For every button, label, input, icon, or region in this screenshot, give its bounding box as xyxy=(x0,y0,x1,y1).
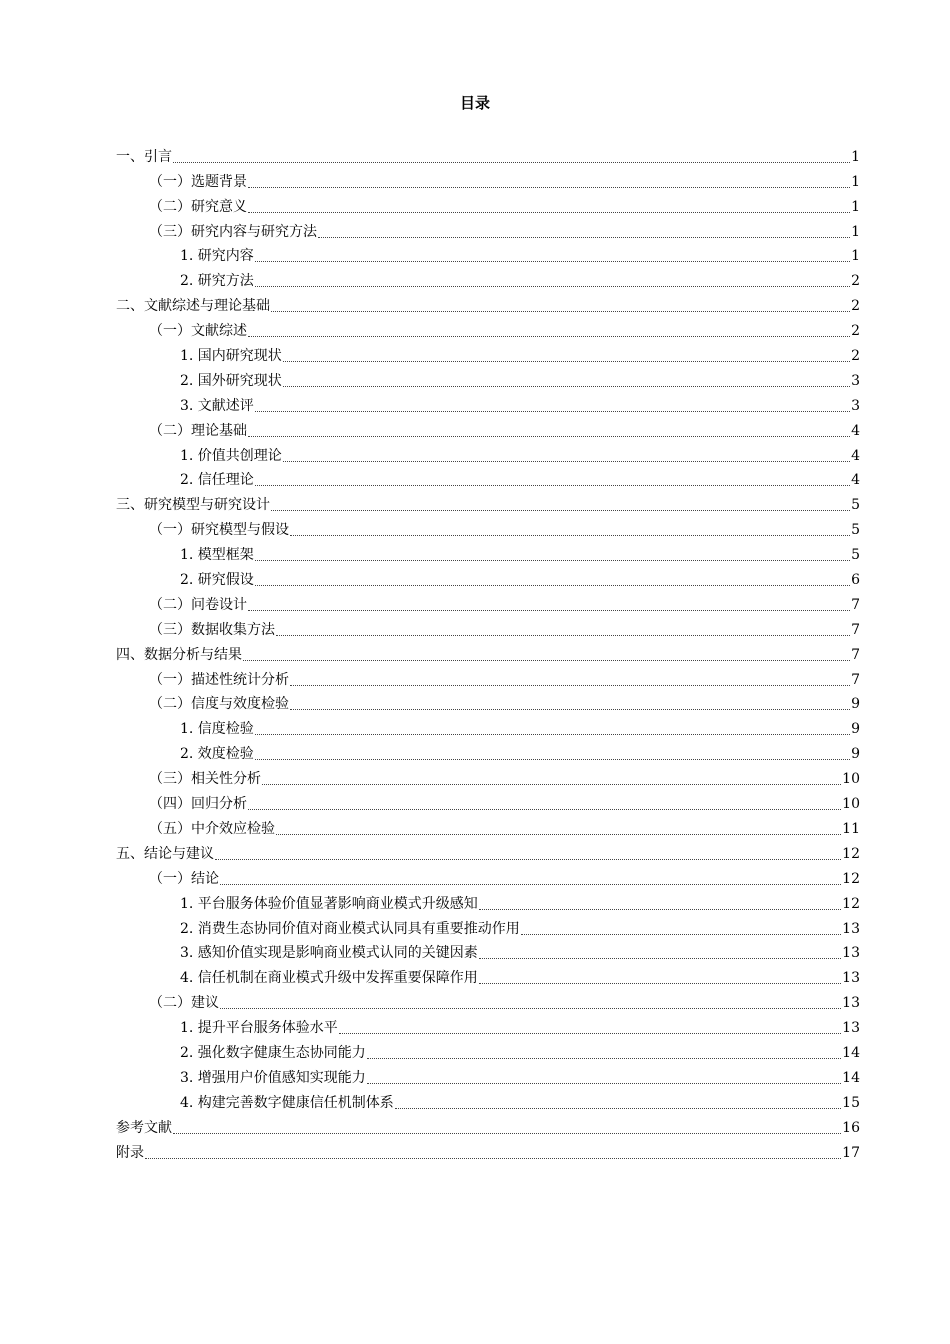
toc-entry-page-number: 15 xyxy=(842,1094,860,1111)
toc-entry-page-number: 5 xyxy=(851,497,860,514)
toc-entry-label: （三）数据收集方法 xyxy=(149,621,275,638)
toc-entry[interactable] xyxy=(116,391,860,416)
toc-entry-page-number: 1 xyxy=(851,248,860,265)
dot-leader xyxy=(220,878,841,885)
toc-entry[interactable] xyxy=(116,839,860,864)
toc-entry[interactable] xyxy=(116,316,860,341)
toc-entry[interactable] xyxy=(116,217,860,242)
toc-entry-page-number: 6 xyxy=(851,572,860,589)
dot-leader xyxy=(283,355,850,362)
toc-entry[interactable] xyxy=(116,889,860,914)
dot-leader xyxy=(283,380,850,387)
toc-entry[interactable] xyxy=(116,864,860,889)
dot-leader xyxy=(479,903,841,910)
toc-entry[interactable] xyxy=(116,1013,860,1038)
dot-leader xyxy=(248,803,841,810)
toc-entry[interactable] xyxy=(116,739,860,764)
toc-entry-page-number: 12 xyxy=(842,895,860,912)
page-title: 目录 xyxy=(459,94,490,112)
dot-leader xyxy=(276,828,841,835)
toc-entry-label: （三）相关性分析 xyxy=(149,771,261,788)
toc-entry-label: 1. 模型框架 xyxy=(180,547,254,564)
toc-entry-label: （一）结论 xyxy=(149,870,219,887)
toc-entry-page-number: 14 xyxy=(842,1069,860,1086)
dot-leader xyxy=(248,604,850,611)
toc-entry-page-number: 2 xyxy=(851,323,860,340)
toc-entry-page-number: 1 xyxy=(851,173,860,190)
toc-entry-page-number: 2 xyxy=(851,348,860,365)
toc-entry-page-number: 9 xyxy=(851,746,860,763)
toc-entry-label: （五）中介效应检验 xyxy=(149,820,275,837)
toc-entry-label: （一）选题背景 xyxy=(149,173,247,190)
toc-entry-label: 四、数据分析与结果 xyxy=(116,646,242,663)
toc-entry[interactable] xyxy=(116,914,860,939)
toc-entry-label: 4. 信任机制在商业模式升级中发挥重要保障作用 xyxy=(180,970,478,987)
dot-leader xyxy=(220,1002,841,1009)
dot-leader xyxy=(255,753,850,760)
toc-entry-label: （二）建议 xyxy=(149,995,219,1012)
dot-leader xyxy=(395,1102,841,1109)
dot-leader xyxy=(290,679,850,686)
toc-entry-label: 1. 价值共创理论 xyxy=(180,447,282,464)
dot-leader xyxy=(262,778,841,785)
toc-entry-label: （一）研究模型与假设 xyxy=(149,522,289,539)
toc-entry-page-number: 13 xyxy=(842,970,860,987)
toc-entry[interactable] xyxy=(116,764,860,789)
toc-entry[interactable] xyxy=(116,1113,860,1138)
dot-leader xyxy=(318,231,850,238)
dot-leader xyxy=(255,579,850,586)
toc-entry-page-number: 4 xyxy=(851,422,860,439)
toc-entry[interactable] xyxy=(116,291,860,316)
toc-entry[interactable] xyxy=(116,515,860,540)
toc-entry-page-number: 7 xyxy=(851,671,860,688)
dot-leader xyxy=(248,181,850,188)
toc-entry[interactable] xyxy=(116,242,860,267)
toc-entry[interactable] xyxy=(116,714,860,739)
toc-entry-page-number: 2 xyxy=(851,298,860,315)
dot-leader xyxy=(248,430,850,437)
toc-entry-page-number: 7 xyxy=(851,621,860,638)
toc-entry-page-number: 13 xyxy=(842,920,860,937)
toc-entry-page-number: 4 xyxy=(851,447,860,464)
toc-entry-label: 一、引言 xyxy=(116,148,172,165)
toc-entry-label: 1. 国内研究现状 xyxy=(180,348,282,365)
toc-entry-label: 1. 提升平台服务体验水平 xyxy=(180,1020,338,1037)
toc-entry-page-number: 9 xyxy=(851,721,860,738)
toc-entry-label: 五、结论与建议 xyxy=(116,845,214,862)
toc-entry-label: 2. 研究方法 xyxy=(180,273,254,290)
toc-entry-label: 参考文献 xyxy=(116,1119,172,1136)
toc-entry[interactable] xyxy=(116,441,860,466)
toc-entry-label: （二）问卷设计 xyxy=(149,596,247,613)
dot-leader xyxy=(255,255,850,262)
toc-entry[interactable] xyxy=(116,266,860,291)
toc-entry-label: 2. 强化数字健康生态协同能力 xyxy=(180,1044,366,1061)
toc-entry-label: 3. 增强用户价值感知实现能力 xyxy=(180,1069,366,1086)
toc-entry[interactable] xyxy=(116,814,860,839)
toc-entry-page-number: 2 xyxy=(851,273,860,290)
toc-entry-page-number: 13 xyxy=(842,945,860,962)
toc-entry[interactable] xyxy=(116,192,860,217)
toc-entry[interactable] xyxy=(116,565,860,590)
dot-leader xyxy=(283,455,850,462)
toc-entry[interactable] xyxy=(116,988,860,1013)
dot-leader xyxy=(248,206,850,213)
dot-leader xyxy=(290,703,850,710)
dot-leader xyxy=(521,928,841,935)
toc-entry-page-number: 1 xyxy=(851,223,860,240)
dot-leader xyxy=(479,977,841,984)
dot-leader xyxy=(290,529,850,536)
toc-entry-page-number: 13 xyxy=(842,1020,860,1037)
table-of-contents xyxy=(116,142,860,1163)
toc-entry[interactable] xyxy=(116,939,860,964)
toc-entry-label: 4. 构建完善数字健康信任机制体系 xyxy=(180,1094,394,1111)
toc-entry-page-number: 12 xyxy=(842,845,860,862)
toc-entry[interactable] xyxy=(116,615,860,640)
toc-entry[interactable] xyxy=(116,416,860,441)
toc-entry-page-number: 3 xyxy=(851,397,860,414)
toc-entry-label: （二）理论基础 xyxy=(149,422,247,439)
toc-entry-label: （四）回归分析 xyxy=(149,796,247,813)
toc-entry-page-number: 12 xyxy=(842,870,860,887)
toc-entry[interactable] xyxy=(116,1088,860,1113)
dot-leader xyxy=(479,952,841,959)
toc-entry[interactable] xyxy=(116,590,860,615)
dot-leader xyxy=(255,405,850,412)
toc-entry-label: （一）描述性统计分析 xyxy=(149,671,289,688)
dot-leader xyxy=(271,305,850,312)
toc-entry[interactable] xyxy=(116,640,860,665)
toc-entry-label: 2. 研究假设 xyxy=(180,572,254,589)
dot-leader xyxy=(215,853,841,860)
toc-entry-page-number: 5 xyxy=(851,547,860,564)
toc-entry-page-number: 7 xyxy=(851,646,860,663)
toc-entry-page-number: 11 xyxy=(842,820,860,837)
dot-leader xyxy=(276,629,850,636)
toc-entry[interactable] xyxy=(116,490,860,515)
toc-entry-page-number: 3 xyxy=(851,372,860,389)
toc-entry-label: 2. 效度检验 xyxy=(180,746,254,763)
dot-leader xyxy=(255,280,850,287)
toc-entry[interactable] xyxy=(116,366,860,391)
dot-leader xyxy=(339,1027,841,1034)
toc-entry-label: 3. 感知价值实现是影响商业模式认同的关键因素 xyxy=(180,945,478,962)
toc-entry-page-number: 4 xyxy=(851,472,860,489)
toc-entry-page-number: 9 xyxy=(851,696,860,713)
toc-entry[interactable] xyxy=(116,1038,860,1063)
toc-entry-page-number: 10 xyxy=(842,796,860,813)
toc-entry[interactable] xyxy=(116,167,860,192)
toc-entry-label: 三、研究模型与研究设计 xyxy=(116,497,270,514)
toc-entry-page-number: 5 xyxy=(851,522,860,539)
toc-entry-label: （三）研究内容与研究方法 xyxy=(149,223,317,240)
toc-entry-page-number: 1 xyxy=(851,198,860,215)
toc-entry[interactable] xyxy=(116,142,860,167)
toc-entry[interactable] xyxy=(116,690,860,715)
dot-leader xyxy=(255,728,850,735)
toc-entry-label: 2. 消费生态协同价值对商业模式认同具有重要推动作用 xyxy=(180,920,520,937)
toc-entry-page-number: 1 xyxy=(851,148,860,165)
toc-entry-page-number: 10 xyxy=(842,771,860,788)
toc-entry[interactable] xyxy=(116,665,860,690)
toc-entry-page-number: 13 xyxy=(842,995,860,1012)
dot-leader xyxy=(173,1127,841,1134)
toc-entry-label: 1. 信度检验 xyxy=(180,721,254,738)
toc-entry-label: 3. 文献述评 xyxy=(180,397,254,414)
dot-leader xyxy=(255,479,850,486)
toc-entry-page-number: 16 xyxy=(842,1119,860,1136)
toc-entry[interactable] xyxy=(116,789,860,814)
toc-entry-page-number: 14 xyxy=(842,1044,860,1061)
toc-entry-label: 2. 国外研究现状 xyxy=(180,372,282,389)
toc-entry-label: 附录 xyxy=(116,1144,144,1161)
toc-entry-label: 1. 研究内容 xyxy=(180,248,254,265)
toc-entry[interactable] xyxy=(116,540,860,565)
dot-leader xyxy=(255,554,850,561)
toc-entry[interactable] xyxy=(116,341,860,366)
dot-leader xyxy=(173,156,850,163)
toc-entry-label: （二）信度与效度检验 xyxy=(149,696,289,713)
dot-leader xyxy=(243,654,850,661)
dot-leader xyxy=(367,1077,841,1084)
toc-entry-label: 2. 信任理论 xyxy=(180,472,254,489)
toc-entry[interactable] xyxy=(116,1138,860,1163)
toc-entry-label: 二、文献综述与理论基础 xyxy=(116,298,270,315)
dot-leader xyxy=(145,1152,841,1159)
toc-entry-label: （二）研究意义 xyxy=(149,198,247,215)
dot-leader xyxy=(367,1052,841,1059)
dot-leader xyxy=(271,504,850,511)
toc-entry-page-number: 17 xyxy=(842,1144,860,1161)
toc-entry-label: 1. 平台服务体验价值显著影响商业模式升级感知 xyxy=(180,895,478,912)
toc-entry[interactable] xyxy=(116,963,860,988)
toc-entry[interactable] xyxy=(116,1063,860,1088)
dot-leader xyxy=(248,330,850,337)
toc-entry[interactable] xyxy=(116,466,860,491)
toc-entry-page-number: 7 xyxy=(851,596,860,613)
toc-entry-label: （一）文献综述 xyxy=(149,323,247,340)
